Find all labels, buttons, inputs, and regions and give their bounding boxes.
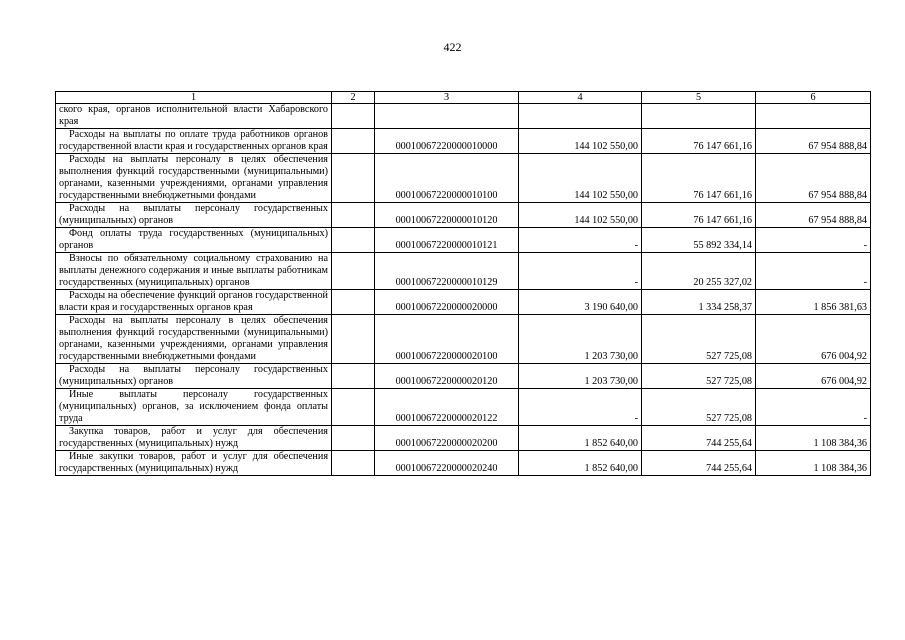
row-value-col4: 1 852 640,00	[519, 451, 642, 476]
table-row	[56, 228, 871, 253]
table-row	[56, 451, 871, 476]
row-value-col4: 144 102 550,00	[519, 129, 642, 154]
table-row	[56, 253, 871, 290]
row-value-col4: 144 102 550,00	[519, 203, 642, 228]
row-value-col5: 76 147 661,16	[642, 154, 756, 203]
row-value-col4	[519, 104, 642, 129]
row-value-col6: 67 954 888,84	[756, 154, 871, 203]
row-budget-code: 00010067220000010000	[375, 129, 519, 154]
row-column-2	[332, 154, 375, 203]
row-value-col4: -	[519, 253, 642, 290]
row-column-2	[332, 389, 375, 426]
row-value-col5: 744 255,64	[642, 451, 756, 476]
column-header-6: 6	[756, 92, 871, 104]
row-description: Расходы на обеспечение функций органов государственной власти края и государственных органов края	[56, 290, 332, 315]
table-row	[56, 315, 871, 364]
row-description: Фонд оплаты труда государственных (муниципальных) органов	[56, 228, 332, 253]
row-budget-code: 00010067220000010100	[375, 154, 519, 203]
row-value-col4: 3 190 640,00	[519, 290, 642, 315]
row-value-col4: 144 102 550,00	[519, 154, 642, 203]
row-value-col6: 676 004,92	[756, 315, 871, 364]
page-number: 422	[443, 40, 462, 54]
row-column-2	[332, 129, 375, 154]
budget-table	[55, 91, 871, 476]
row-column-2	[332, 104, 375, 129]
row-budget-code: 00010067220000010121	[375, 228, 519, 253]
row-value-col5: 527 725,08	[642, 389, 756, 426]
row-value-col5: 76 147 661,16	[642, 129, 756, 154]
table-row	[56, 364, 871, 389]
row-budget-code: 00010067220000010129	[375, 253, 519, 290]
column-header-5: 5	[642, 92, 756, 104]
row-value-col6: -	[756, 389, 871, 426]
row-value-col6: 67 954 888,84	[756, 203, 871, 228]
row-column-2	[332, 315, 375, 364]
row-budget-code: 00010067220000010120	[375, 203, 519, 228]
row-budget-code: 00010067220000020200	[375, 426, 519, 451]
column-header-4: 4	[519, 92, 642, 104]
row-budget-code: 00010067220000020100	[375, 315, 519, 364]
table-row	[56, 129, 871, 154]
row-description: ского края, органов исполнительной власти Хабаровского края	[56, 104, 332, 129]
row-value-col4: 1 203 730,00	[519, 315, 642, 364]
row-description: Иные закупки товаров, работ и услуг для обеспечения государственных (муниципальных) нужд	[56, 451, 332, 476]
row-value-col5: 527 725,08	[642, 315, 756, 364]
row-description: Иные выплаты персоналу государственных (муниципальных) органов, за исключением фонда оплаты труда	[56, 389, 332, 426]
row-budget-code: 00010067220000020122	[375, 389, 519, 426]
row-value-col6: 1 108 384,36	[756, 451, 871, 476]
row-value-col5: 1 334 258,37	[642, 290, 756, 315]
row-description: Закупка товаров, работ и услуг для обеспечения государственных (муниципальных) нужд	[56, 426, 332, 451]
row-budget-code	[375, 104, 519, 129]
column-header-3: 3	[375, 92, 519, 104]
row-value-col6: -	[756, 253, 871, 290]
row-value-col6: 1 108 384,36	[756, 426, 871, 451]
row-value-col4: -	[519, 389, 642, 426]
row-budget-code: 00010067220000020000	[375, 290, 519, 315]
row-budget-code: 00010067220000020120	[375, 364, 519, 389]
row-column-2	[332, 290, 375, 315]
row-budget-code: 00010067220000020240	[375, 451, 519, 476]
table-row	[56, 104, 871, 129]
row-description: Расходы на выплаты персоналу в целях обеспечения выполнения функций государственными (муниципальными) органами, казенными учреждениями, органами управления государственными внебюджетными фондами	[56, 154, 332, 203]
row-value-col4: 1 852 640,00	[519, 426, 642, 451]
row-column-2	[332, 253, 375, 290]
table-row	[56, 203, 871, 228]
row-value-col5: 527 725,08	[642, 364, 756, 389]
table-row	[56, 154, 871, 203]
row-description: Расходы на выплаты персоналу государственных (муниципальных) органов	[56, 203, 332, 228]
header-row	[56, 92, 871, 104]
table-row	[56, 426, 871, 451]
row-description: Расходы на выплаты по оплате труда работников органов государственной власти края и государственных органов края	[56, 129, 332, 154]
row-value-col6	[756, 104, 871, 129]
row-column-2	[332, 364, 375, 389]
row-description: Взносы по обязательному социальному страхованию на выплаты денежного содержания и иные выплаты работникам государственных (муниципальных) органов	[56, 253, 332, 290]
column-header-1: 1	[56, 92, 332, 104]
row-value-col6: -	[756, 228, 871, 253]
row-column-2	[332, 451, 375, 476]
row-value-col5: 76 147 661,16	[642, 203, 756, 228]
row-value-col4: -	[519, 228, 642, 253]
row-value-col5: 744 255,64	[642, 426, 756, 451]
row-value-col5: 55 892 334,14	[642, 228, 756, 253]
row-value-col4: 1 203 730,00	[519, 364, 642, 389]
column-header-2: 2	[332, 92, 375, 104]
row-value-col5	[642, 104, 756, 129]
row-column-2	[332, 203, 375, 228]
row-value-col6: 67 954 888,84	[756, 129, 871, 154]
row-value-col5: 20 255 327,02	[642, 253, 756, 290]
row-description: Расходы на выплаты персоналу в целях обеспечения выполнения функций государственными (муниципальными) органами, казенными учреждениями, органами управления государственными внебюджетными фондами	[56, 315, 332, 364]
row-column-2	[332, 228, 375, 253]
table-body	[56, 104, 871, 476]
table-row	[56, 290, 871, 315]
table-row	[56, 389, 871, 426]
row-value-col6: 676 004,92	[756, 364, 871, 389]
row-value-col6: 1 856 381,63	[756, 290, 871, 315]
row-description: Расходы на выплаты персоналу государственных (муниципальных) органов	[56, 364, 332, 389]
row-column-2	[332, 426, 375, 451]
